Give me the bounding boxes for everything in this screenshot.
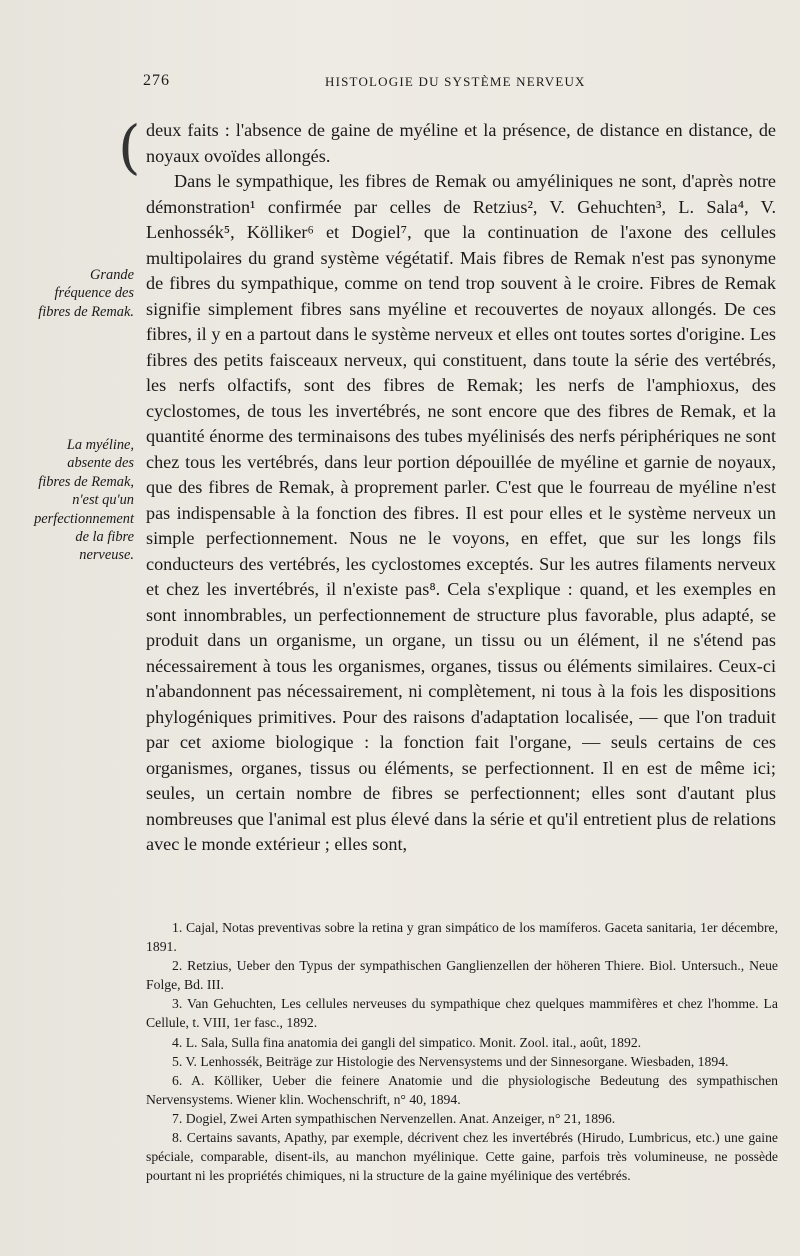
running-title: HISTOLOGIE DU SYSTÈME NERVEUX (325, 74, 586, 89)
page-number: 276 (143, 72, 170, 89)
footnote: 4. L. Sala, Sulla fina anatomia dei gangli del simpatico. Monit. Zool. ital., août, 1892. (172, 1034, 642, 1050)
footnote: 1. Cajal, Notas preventivas sobre la retina y gran simpático de los mamíferos. Gaceta sanitaria, 1er décembre, 1891. (146, 920, 778, 955)
footnote: 8. Certains savants, Apathy, par exemple, décrivent chez les invertébrés (Hirudo, Lumbricus, etc.) une gaine spéciale, comparable, disent-ils, au manchon myélinique. Cette gaine, parfois très volumineuse, ne possède pourtant ni les propriétés chimiques, ni la structure de la gaine myélinique des vertébrés. (146, 1130, 778, 1184)
margin-note: La myéline, absente des fibres de Remak, n'est qu'un perfectionnement de la fibre nerveuse. (34, 437, 134, 564)
paragraph: Dans le sympathique, les fibres de Remak ou amyéliniques ne sont, d'après notre démonstration¹ confirmée par celles de Retzius², V. Gehuchten³, L. Sala⁴, V. Lenhossék⁵, Kölliker⁶ et Dogiel⁷, que la continuation de l'axone des cellules multipolaires du grand système végétatif. Mais fibres de Remak n'est pas synonyme de fibres du sympathique, comme on tend trop souvent à le croire. Fibres de Remak signifie simplement fibres sans myéline et recouvertes de noyaux allongés. De ces fibres, il y en a partout dans le système nerveux et elles ont toutes sortes d'origine. Les fibres des petits faisceaux nerveux, qui constituent, dans toute la série des vertébrés, les nerfs olfactifs, sont des fibres de Remak; les nerfs de l'amphioxus, des cyclostomes, de tous les invertébrés, ne sont encore que des fibres de Remak, et la quantité énorme des terminaisons des tubes myélinisés des nerfs périphériques ne sont chez tous les vertébrés, dans leur portion dépouillée de myéline et garnie de noyaux, que des fibres de Remak, à proprement parler. C'est que le fourreau de myéline n'est pas indispensable à la fonction des fibres. Il est pour elles et le système nerveux un simple perfectionnement. Nous ne le voyons, en effet, que sur les longs fils conducteurs des vertébrés, les cyclostomes exceptés. Sur les autres filaments nerveux et chez les invertébrés, il n'existe pas⁸. Cela s'explique : quand, et les exemples en sont innombrables, un perfectionnement de structure plus favorable, plus adapté, se produit dans un organisme, un organe, un tissu ou un élément, il ne s'étend pas nécessairement à tous les organismes, organes, tissus ou éléments similaires. Ceux-ci n'abandonnent pas nécessairement, ni complètement, ni tous à la fois les dispositions phylogéniques primitives. Pour des raisons d'adaptation localisée, — que l'on traduit par cet axiome biologique : la fonction fait l'organe, — seuls certains de ces organismes, organes, tissus ou éléments, se perfectionnent. Il en est de même ici; seules, un certain nombre de fibres se perfectionnent; elles sont d'autant plus nombreuses que l'animal est plus élevé dans la série et qu'il entretient plus de relations avec le monde extérieur ; elles sont, (146, 171, 776, 854)
footnotes (146, 918, 778, 1185)
margin-note: Grande fréquence des fibres de Remak. (38, 267, 134, 320)
page-header (143, 72, 783, 94)
footnote: 7. Dogiel, Zwei Arten sympathischen Nervenzellen. Anat. Anzeiger, n° 21, 1896. (172, 1110, 616, 1126)
pencil-bracket-mark: ( (118, 113, 141, 181)
footnote: 5. V. Lenhossék, Beiträge zur Histologie des Nervensystems und der Sinnesorgane. Wiesbaden, 1894. (172, 1053, 729, 1069)
footnote: 3. Van Gehuchten, Les cellules nerveuses du sympathique chez quelques mammifères et chez l'homme. La Cellule, t. VIII, 1er fasc., 1892. (146, 996, 778, 1031)
footnote: 2. Retzius, Ueber den Typus der sympathischen Ganglienzellen der höheren Thiere. Biol. Untersuch., Neue Folge, Bd. III. (146, 958, 778, 993)
main-text (146, 118, 776, 858)
footnote: 6. A. Kölliker, Ueber die feinere Anatomie und die physiologische Bedeutung des sympathischen Nervensystems. Wiener klin. Wochenschrift, n° 40, 1894. (146, 1072, 778, 1107)
paragraph: deux faits : l'absence de gaine de myéline et la présence, de distance en distance, de noyaux ovoïdes allongés. (146, 120, 776, 166)
